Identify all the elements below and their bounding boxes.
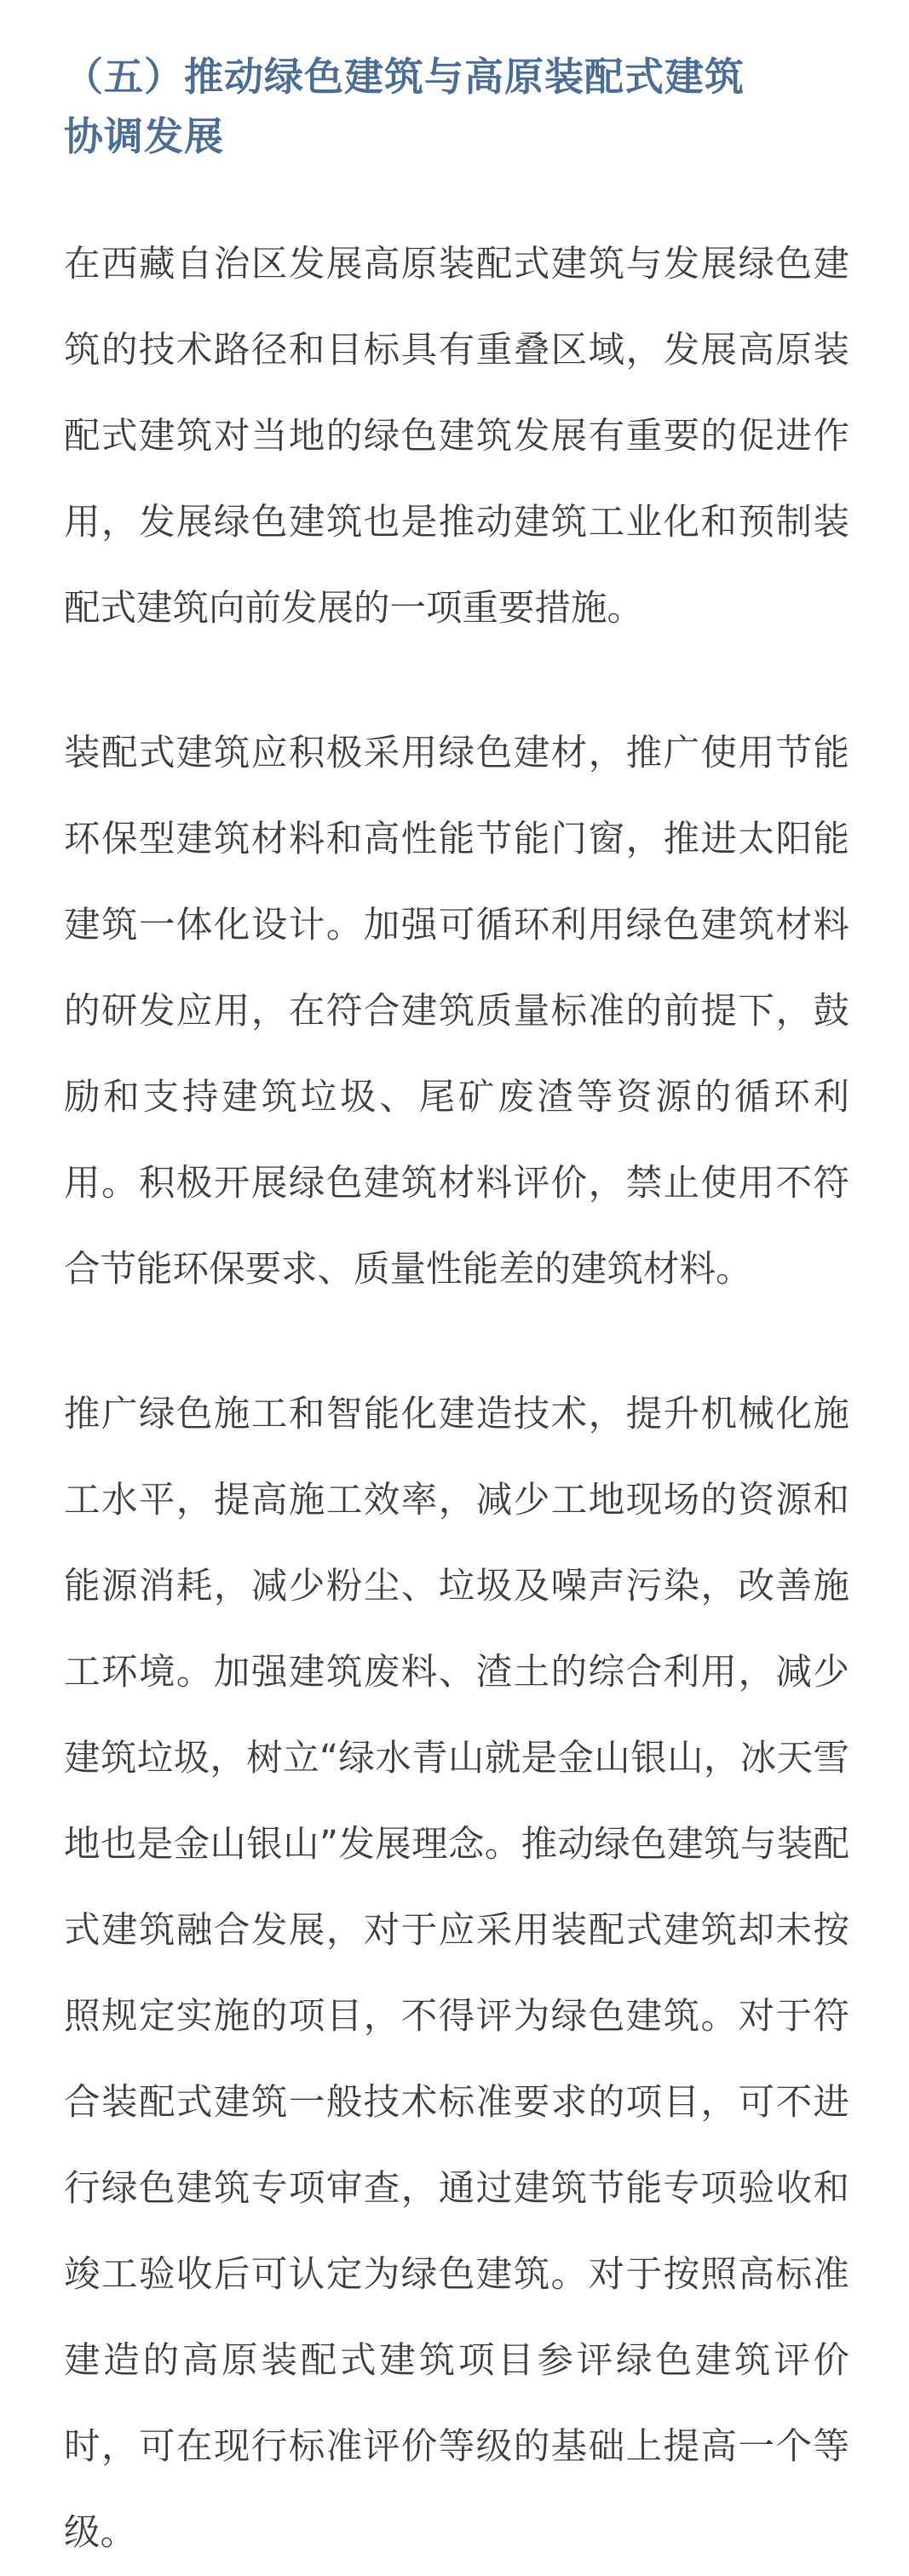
section-heading — [64, 47, 849, 166]
article — [64, 47, 849, 2576]
paragraph-3: 推广绿色施工和智能化建造技术，提升机械化施工水平，提高施工效率，减少工地现场的资源和能源消耗，减少粉尘、垃圾及噪声污染，改善施工环境。加强建筑废料、渣土的综合利用，减少建筑垃圾，树立“绿水青山就是金山银山，冰天雪地也是金山银山”发展理念。推动绿色建筑与装配式建筑融合发展，对于应采用装配式建筑却未按照规定实施的项目，不得评为绿色建筑。对于符合装配式建筑一般技术标准要求的项目，可不进行绿色建筑专项审查，通过建筑节能专项验收和竣工验收后可认定为绿色建筑。对于按照高标准建造的高原装配式建筑项目参评绿色建筑评价时，可在现行标准评价等级的基础上提高一个等级。 — [64, 1394, 849, 2554]
section-heading-line-2: 协调发展 — [64, 113, 224, 159]
section-heading-line-1: （五）推动绿色建筑与高原装配式建筑 — [64, 54, 745, 100]
paragraph-1: 在西藏自治区发展高原装配式建筑与发展绿色建筑的技术路径和目标具有重叠区域，发展高原装配式建筑对当地的绿色建筑发展有重要的促进作用，发展绿色建筑也是推动建筑工业化和预制装配式建筑向前发展的一项重要措施。 — [64, 244, 849, 630]
paragraph-2: 装配式建筑应积极采用绿色建材，推广使用节能环保型建筑材料和高性能节能门窗，推进太阳能建筑一体化设计。加强可循环利用绿色建筑材料的研发应用，在符合建筑质量标准的前提下，鼓励和支持建筑垃圾、尾矿废渣等资源的循环利用。积极开展绿色建筑材料评价，禁止使用不符合节能环保要求、质量性能差的建筑材料。 — [64, 733, 849, 1291]
